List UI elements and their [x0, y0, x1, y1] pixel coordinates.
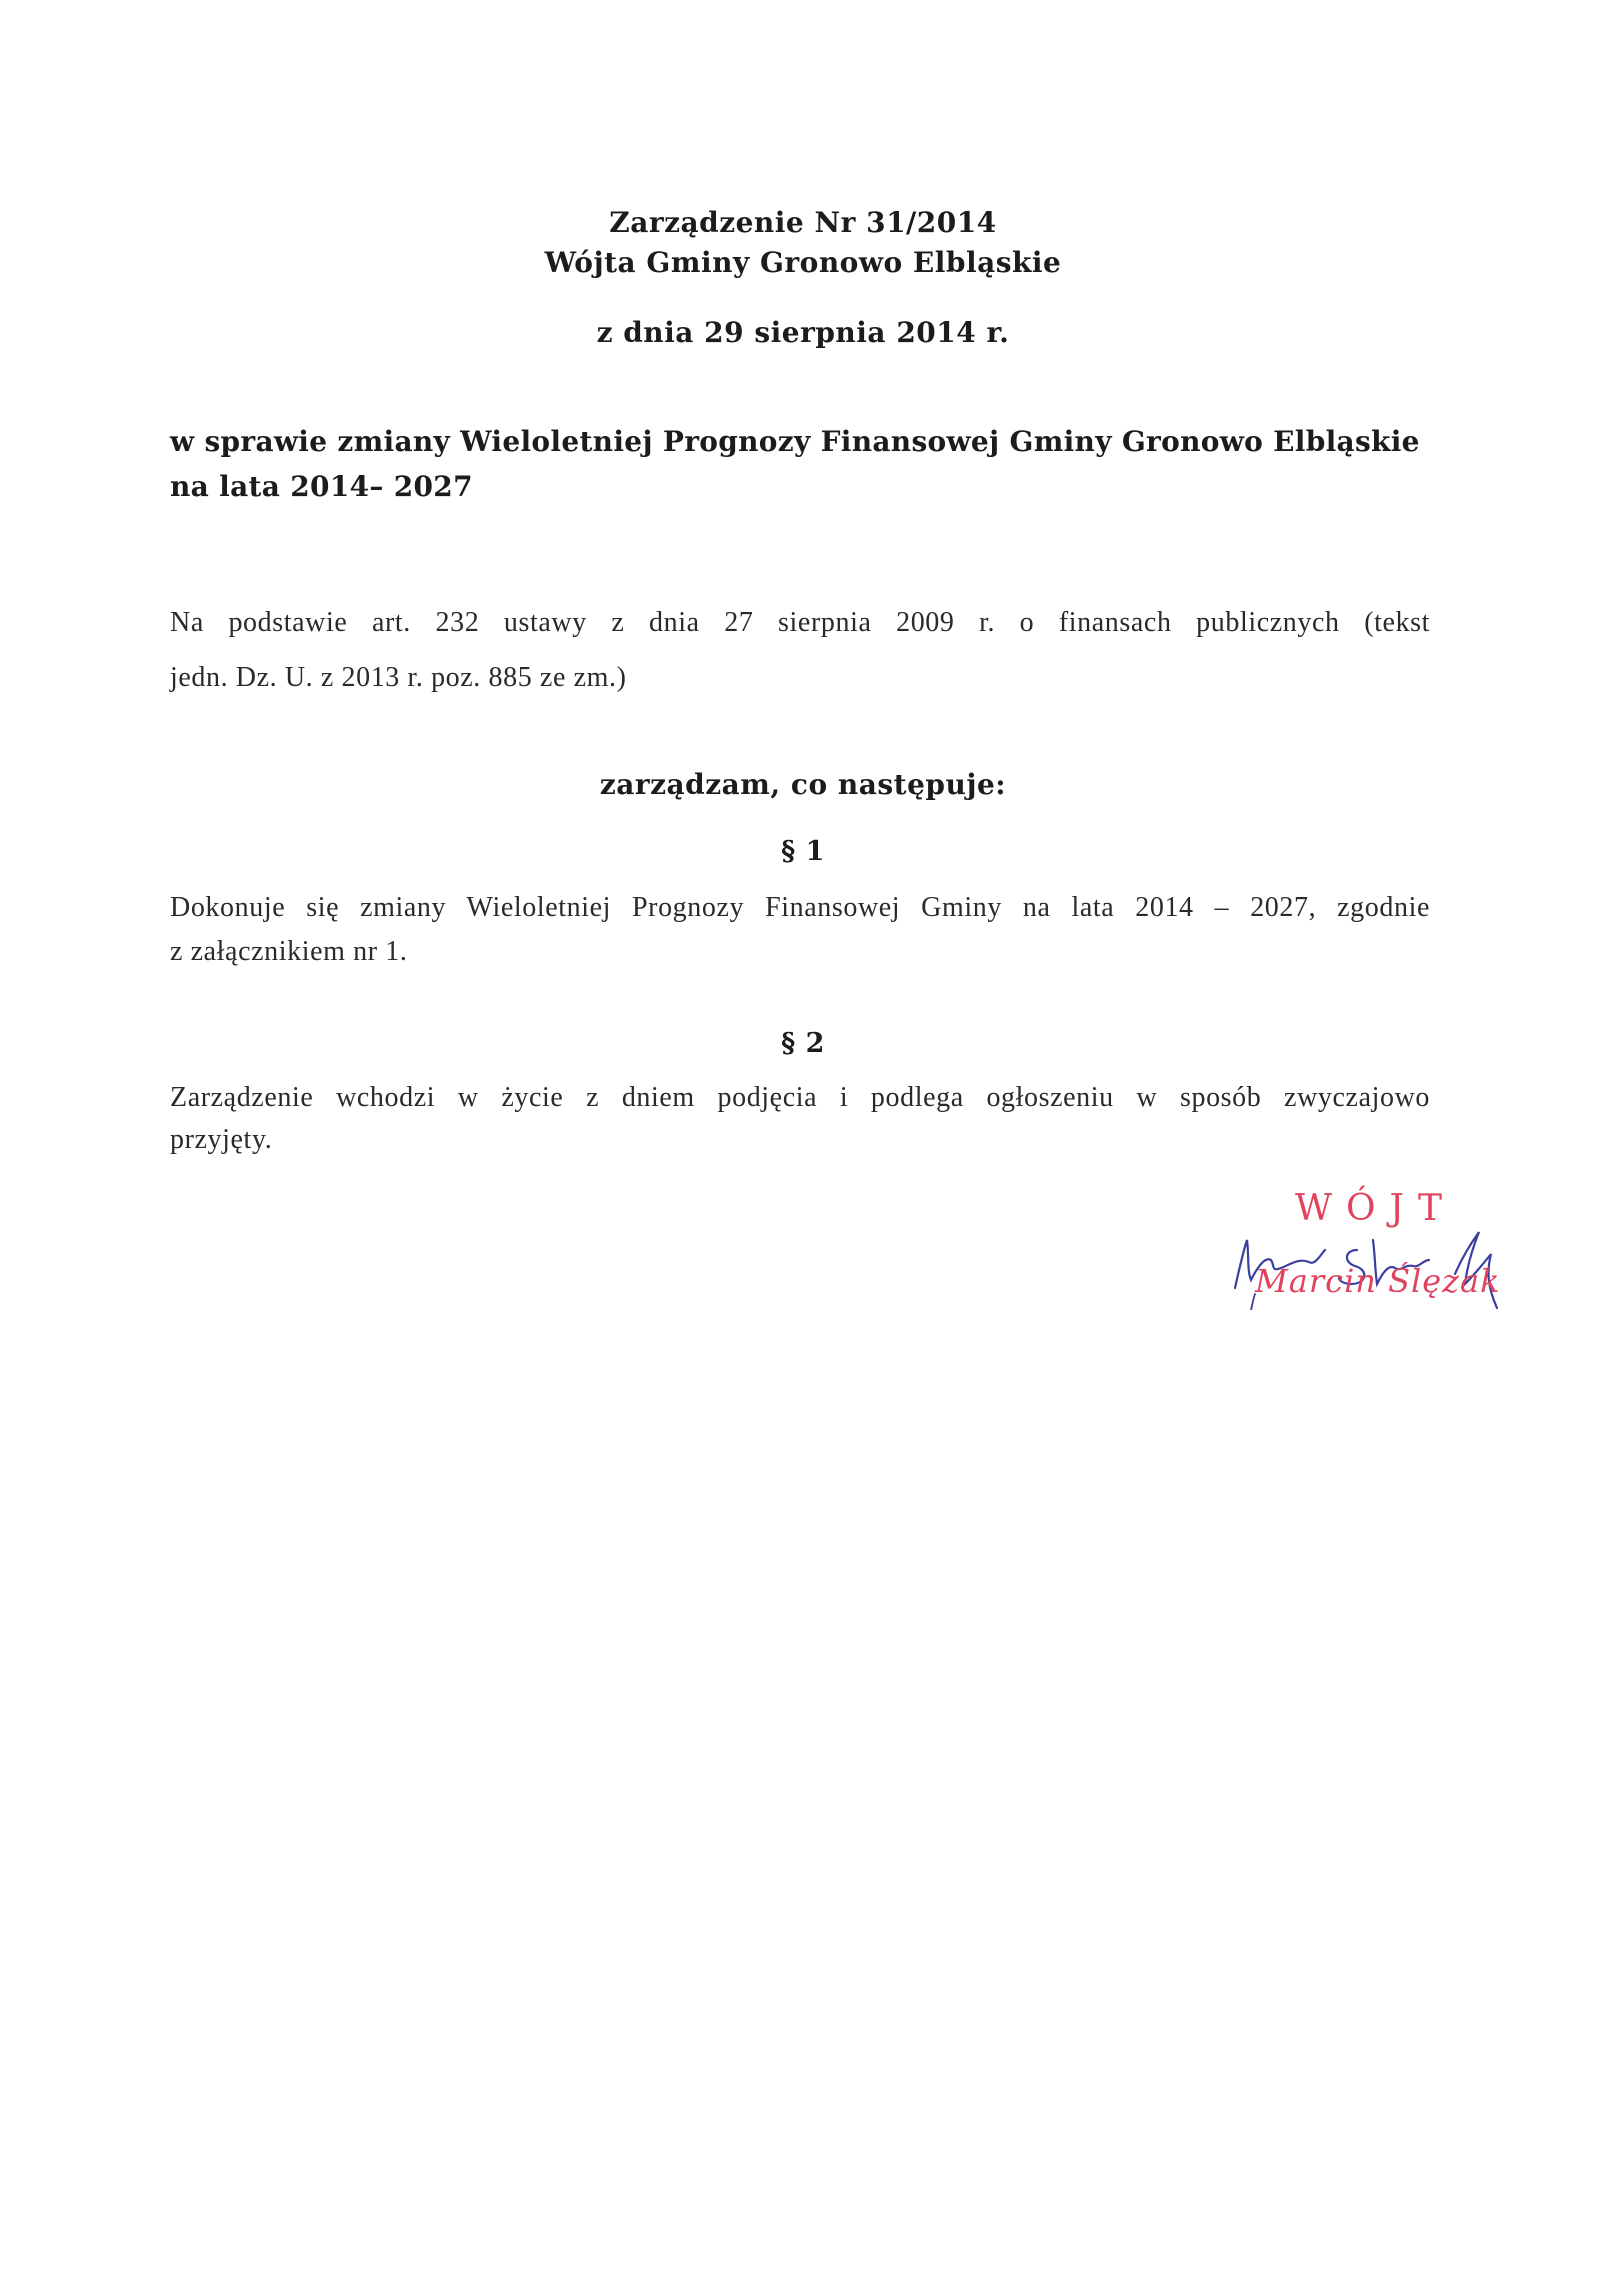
decree-phrase: zarządzam, co następuje: [599, 768, 1007, 801]
official-stamp [1225, 1180, 1505, 1300]
stamp-name: Marcin Ślęzak [1255, 1262, 1501, 1300]
paragraph-2-line-2: przyjęty. [170, 1124, 273, 1155]
paragraph-1-line-2: z załącznikiem nr 1. [170, 936, 408, 967]
paragraph-1-line-1: Dokonuje się zmiany Wieloletniej Prognozy Finansowej Gminy na lata 2014 – 2027, zgodnie [170, 892, 1430, 923]
stamp-title: WÓJT [1295, 1188, 1456, 1229]
decree-date: z dnia 29 sierpnia 2014 r. [596, 316, 1010, 349]
legal-basis-line-2: jedn. Dz. U. z 2013 r. poz. 885 ze zm.) [170, 662, 627, 693]
issuer: Wójta Gminy Gronowo Elbląskie [544, 246, 1062, 279]
paragraph-1-mark: § 1 [781, 836, 825, 867]
subject-line-1: w sprawie zmiany Wieloletniej Prognozy Finansowej Gminy Gronowo Elbląskie [170, 425, 1420, 458]
decree-number: Zarządzenie Nr 31/2014 [609, 206, 997, 239]
paragraph-2-line-1: Zarządzenie wchodzi w życie z dniem podjęcia i podlega ogłoszeniu w sposób zwyczajowo [170, 1082, 1430, 1113]
paragraph-2-mark: § 2 [781, 1028, 825, 1059]
subject-line-2: na lata 2014– 2027 [170, 470, 473, 503]
legal-basis-line-1: Na podstawie art. 232 ustawy z dnia 27 sierpnia 2009 r. o finansach publicznych (tekst [170, 607, 1430, 638]
